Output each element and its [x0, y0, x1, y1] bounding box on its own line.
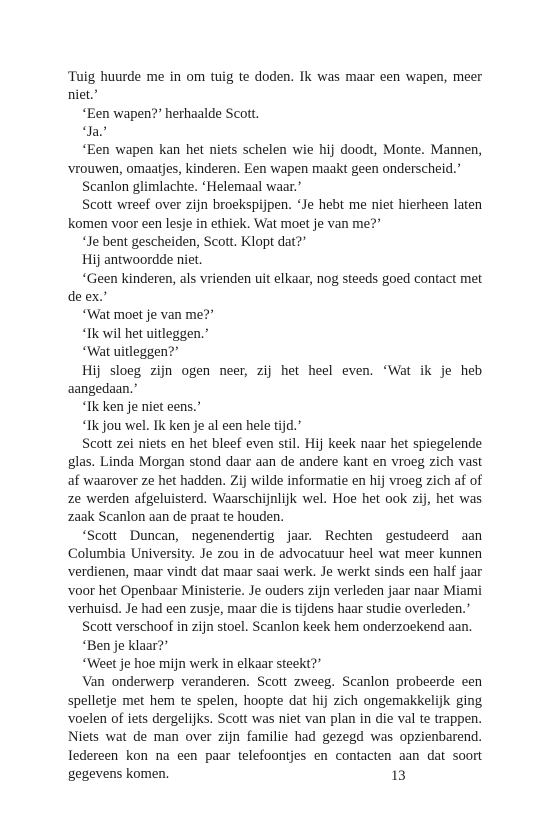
paragraph: ‘Scott Duncan, negenendertig jaar. Rechten gestudeerd aan Columbia University. Je zou in de advocatuur heel wat meer kunnen verdienen, maar vindt dat maar saai werk. Je werkt sinds een half jaar voor het Openbaar Ministerie. Je ouders zijn verleden jaar naar Miami verhuisd. Je had een zusje, maar die is tijdens haar studie overleden.’	[68, 527, 482, 617]
paragraph: Van onderwerp veranderen. Scott zweeg. Scanlon probeerde een spelletje met hem te spelen, hoopte dat hij zich ongemakkelijk ging voelen of iets dergelijks. Scott was niet van plan in die val te trappen. Niets wat de man over zijn familie had gezegd was opzienbarend. Iedereen kon na een paar telefoontjes en contacten aan dat soort gegevens komen.	[68, 674, 482, 783]
paragraph: ‘Ik jou wel. Ik ken je al een hele tijd.’	[82, 417, 303, 434]
paragraph: ‘Ik wil het uitleggen.’	[82, 325, 210, 342]
paragraph: Hij antwoordde niet.	[82, 252, 203, 269]
paragraph: Scott wreef over zijn broekspijpen. ‘Je hebt me niet hierheen laten komen voor een lesje in ethiek. Wat moet je van me?’	[68, 197, 482, 232]
paragraph: ‘Een wapen?’ herhaalde Scott.	[82, 105, 260, 122]
paragraph: ‘Ja.’	[82, 124, 108, 141]
paragraph: ‘Wat moet je van me?’	[82, 307, 215, 324]
paragraph: ‘Weet je hoe mijn werk in elkaar steekt?’	[82, 656, 322, 672]
paragraph: ‘Ben je klaar?’	[82, 637, 169, 654]
paragraph: ‘Wat uitleggen?’	[82, 344, 180, 361]
paragraph: Tuig huurde me in om tuig te doden. Ik was maar een wapen, meer niet.’	[68, 69, 482, 104]
paragraph: Scanlon glimlachte. ‘Helemaal waar.’	[82, 179, 303, 196]
paragraph: Scott zei niets en het bleef even stil. Hij keek naar het spiegelende glas. Linda Morgan stond daar aan de andere kant en vroeg zich vast af waarover ze het hadden. Zij wilde informatie en hij vroeg zich af of ze werden afgeluisterd. Waarschijnlijk wel. Hoe het ook zij, het was zaak Scanlon aan de praat te houden.	[68, 435, 482, 526]
paragraph: ‘Een wapen kan het niets schelen wie hij doodt, Monte. Mannen, vrouwen, omaatjes, kinderen. Een wapen maakt geen onderscheid.’	[68, 142, 482, 177]
page-number: 13	[391, 768, 406, 784]
paragraph: Scott verschoof in zijn stoel. Scanlon keek hem onderzoekend aan.	[82, 619, 473, 636]
paragraph: ‘Geen kinderen, als vrienden uit elkaar, nog steeds goed contact met de ex.’	[68, 270, 482, 306]
paragraph: Hij sloeg zijn ogen neer, zij het heel even. ‘Wat ik je heb aangedaan.’	[68, 362, 482, 397]
paragraph: ‘Ik ken je niet eens.’	[82, 399, 202, 416]
paragraph: ‘Je bent gescheiden, Scott. Klopt dat?’	[82, 234, 307, 251]
body-text	[68, 68, 482, 783]
